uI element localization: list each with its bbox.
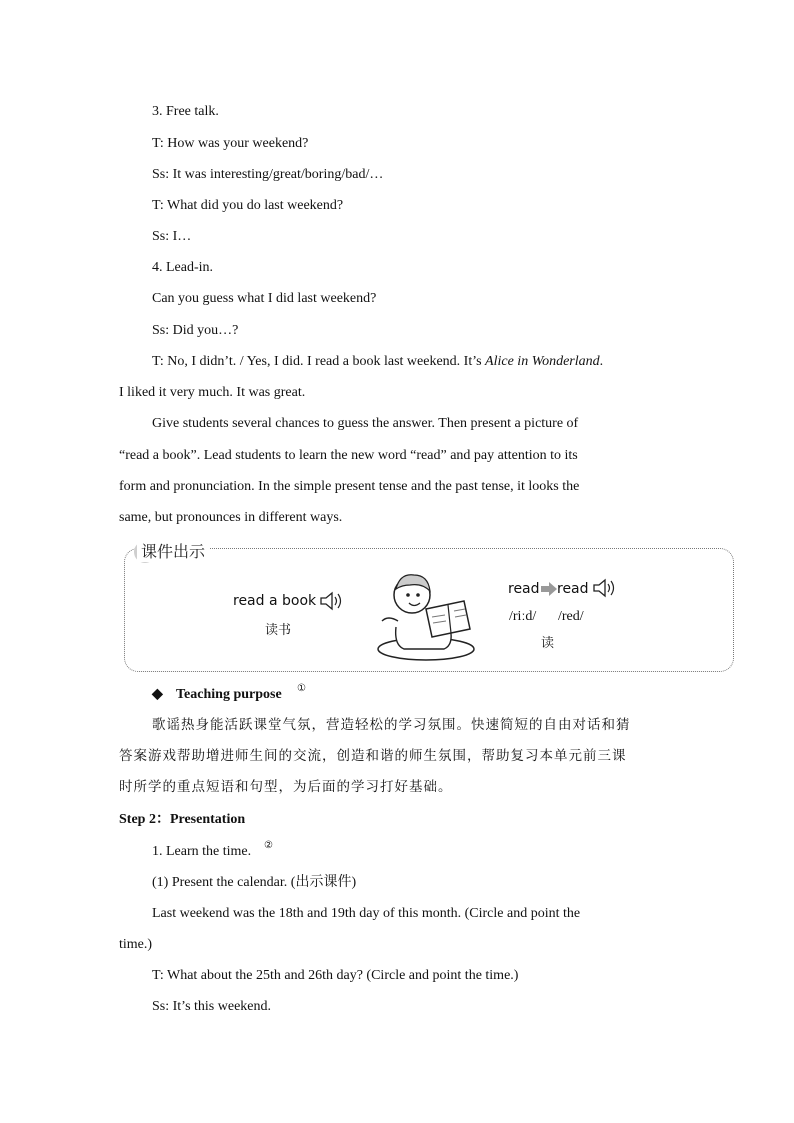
text-line: Last weekend was the 18th and 19th day of this month. (Circle and point the	[152, 906, 581, 921]
text-line: time.)	[119, 937, 153, 952]
courseware-title: 课件出示	[137, 539, 209, 562]
phrase-label: read a book	[233, 593, 317, 609]
text-line: Ss: It’s this weekend.	[152, 999, 271, 1014]
boy-reading-icon	[374, 565, 476, 665]
purpose-heading: Teaching purpose	[176, 687, 282, 702]
text-line: T: What did you do last weekend?	[152, 198, 344, 213]
text-line: T: What about the 25th and 26th day? (Circle and point the time.)	[152, 968, 519, 983]
text-span: T: No, I didn’t. / Yes, I did. I read a book last weekend. It’s	[152, 354, 486, 369]
speaker-icon	[319, 590, 345, 612]
ipa-read-present: /riːd/	[509, 609, 537, 624]
phrase-cn: 读书	[265, 623, 292, 638]
text-line: 1. Learn the time.	[152, 844, 252, 859]
text-line: I liked it very much. It was great.	[119, 385, 306, 400]
text-line: 3. Free talk.	[152, 104, 219, 119]
text-line	[152, 353, 603, 371]
arrow-right-icon	[540, 582, 558, 596]
text-line: Can you guess what I did last weekend?	[152, 291, 377, 306]
step2-heading: Step 2：Presentation	[119, 812, 246, 827]
text-line: Ss: Did you…?	[152, 323, 239, 338]
text-line: Ss: I…	[152, 229, 192, 244]
word-read-1: read	[508, 581, 540, 597]
word-read-2: read	[557, 581, 589, 597]
text-line: 4. Lead-in.	[152, 260, 214, 275]
book-title: Alice in Wonderland	[485, 354, 600, 369]
diamond-icon: ◆	[152, 687, 163, 702]
purpose-text: 时所学的重点短语和句型，为后面的学习打好基础。	[119, 779, 453, 795]
text-line: (1) Present the calendar. (出示课件)	[152, 875, 357, 890]
footnote-marker: ①	[297, 683, 306, 694]
text-line: Give students several chances to guess the answer. Then present a picture of	[152, 416, 579, 431]
speaker-icon	[592, 577, 618, 599]
footnote-marker: ②	[264, 840, 273, 851]
text-line: Ss: It was interesting/great/boring/bad/…	[152, 167, 384, 182]
purpose-text: 答案游戏帮助增进师生间的交流，创造和谐的师生氛围，帮助复习本单元前三课	[119, 748, 627, 764]
text-span: .	[599, 354, 604, 369]
ipa-read-past: /red/	[558, 609, 584, 624]
text-line: T: How was your weekend?	[152, 136, 309, 151]
text-line: form and pronunciation. In the simple present tense and the past tense, it looks the	[119, 479, 580, 494]
text-line: “read a book”. Lead students to learn the new word “read” and pay attention to its	[119, 448, 578, 463]
word-cn: 读	[541, 636, 555, 651]
text-line: same, but pronounces in different ways.	[119, 510, 343, 525]
purpose-text: 歌谣热身能活跃课堂气氛，营造轻松的学习氛围。快速简短的自由对话和猜	[152, 717, 631, 733]
